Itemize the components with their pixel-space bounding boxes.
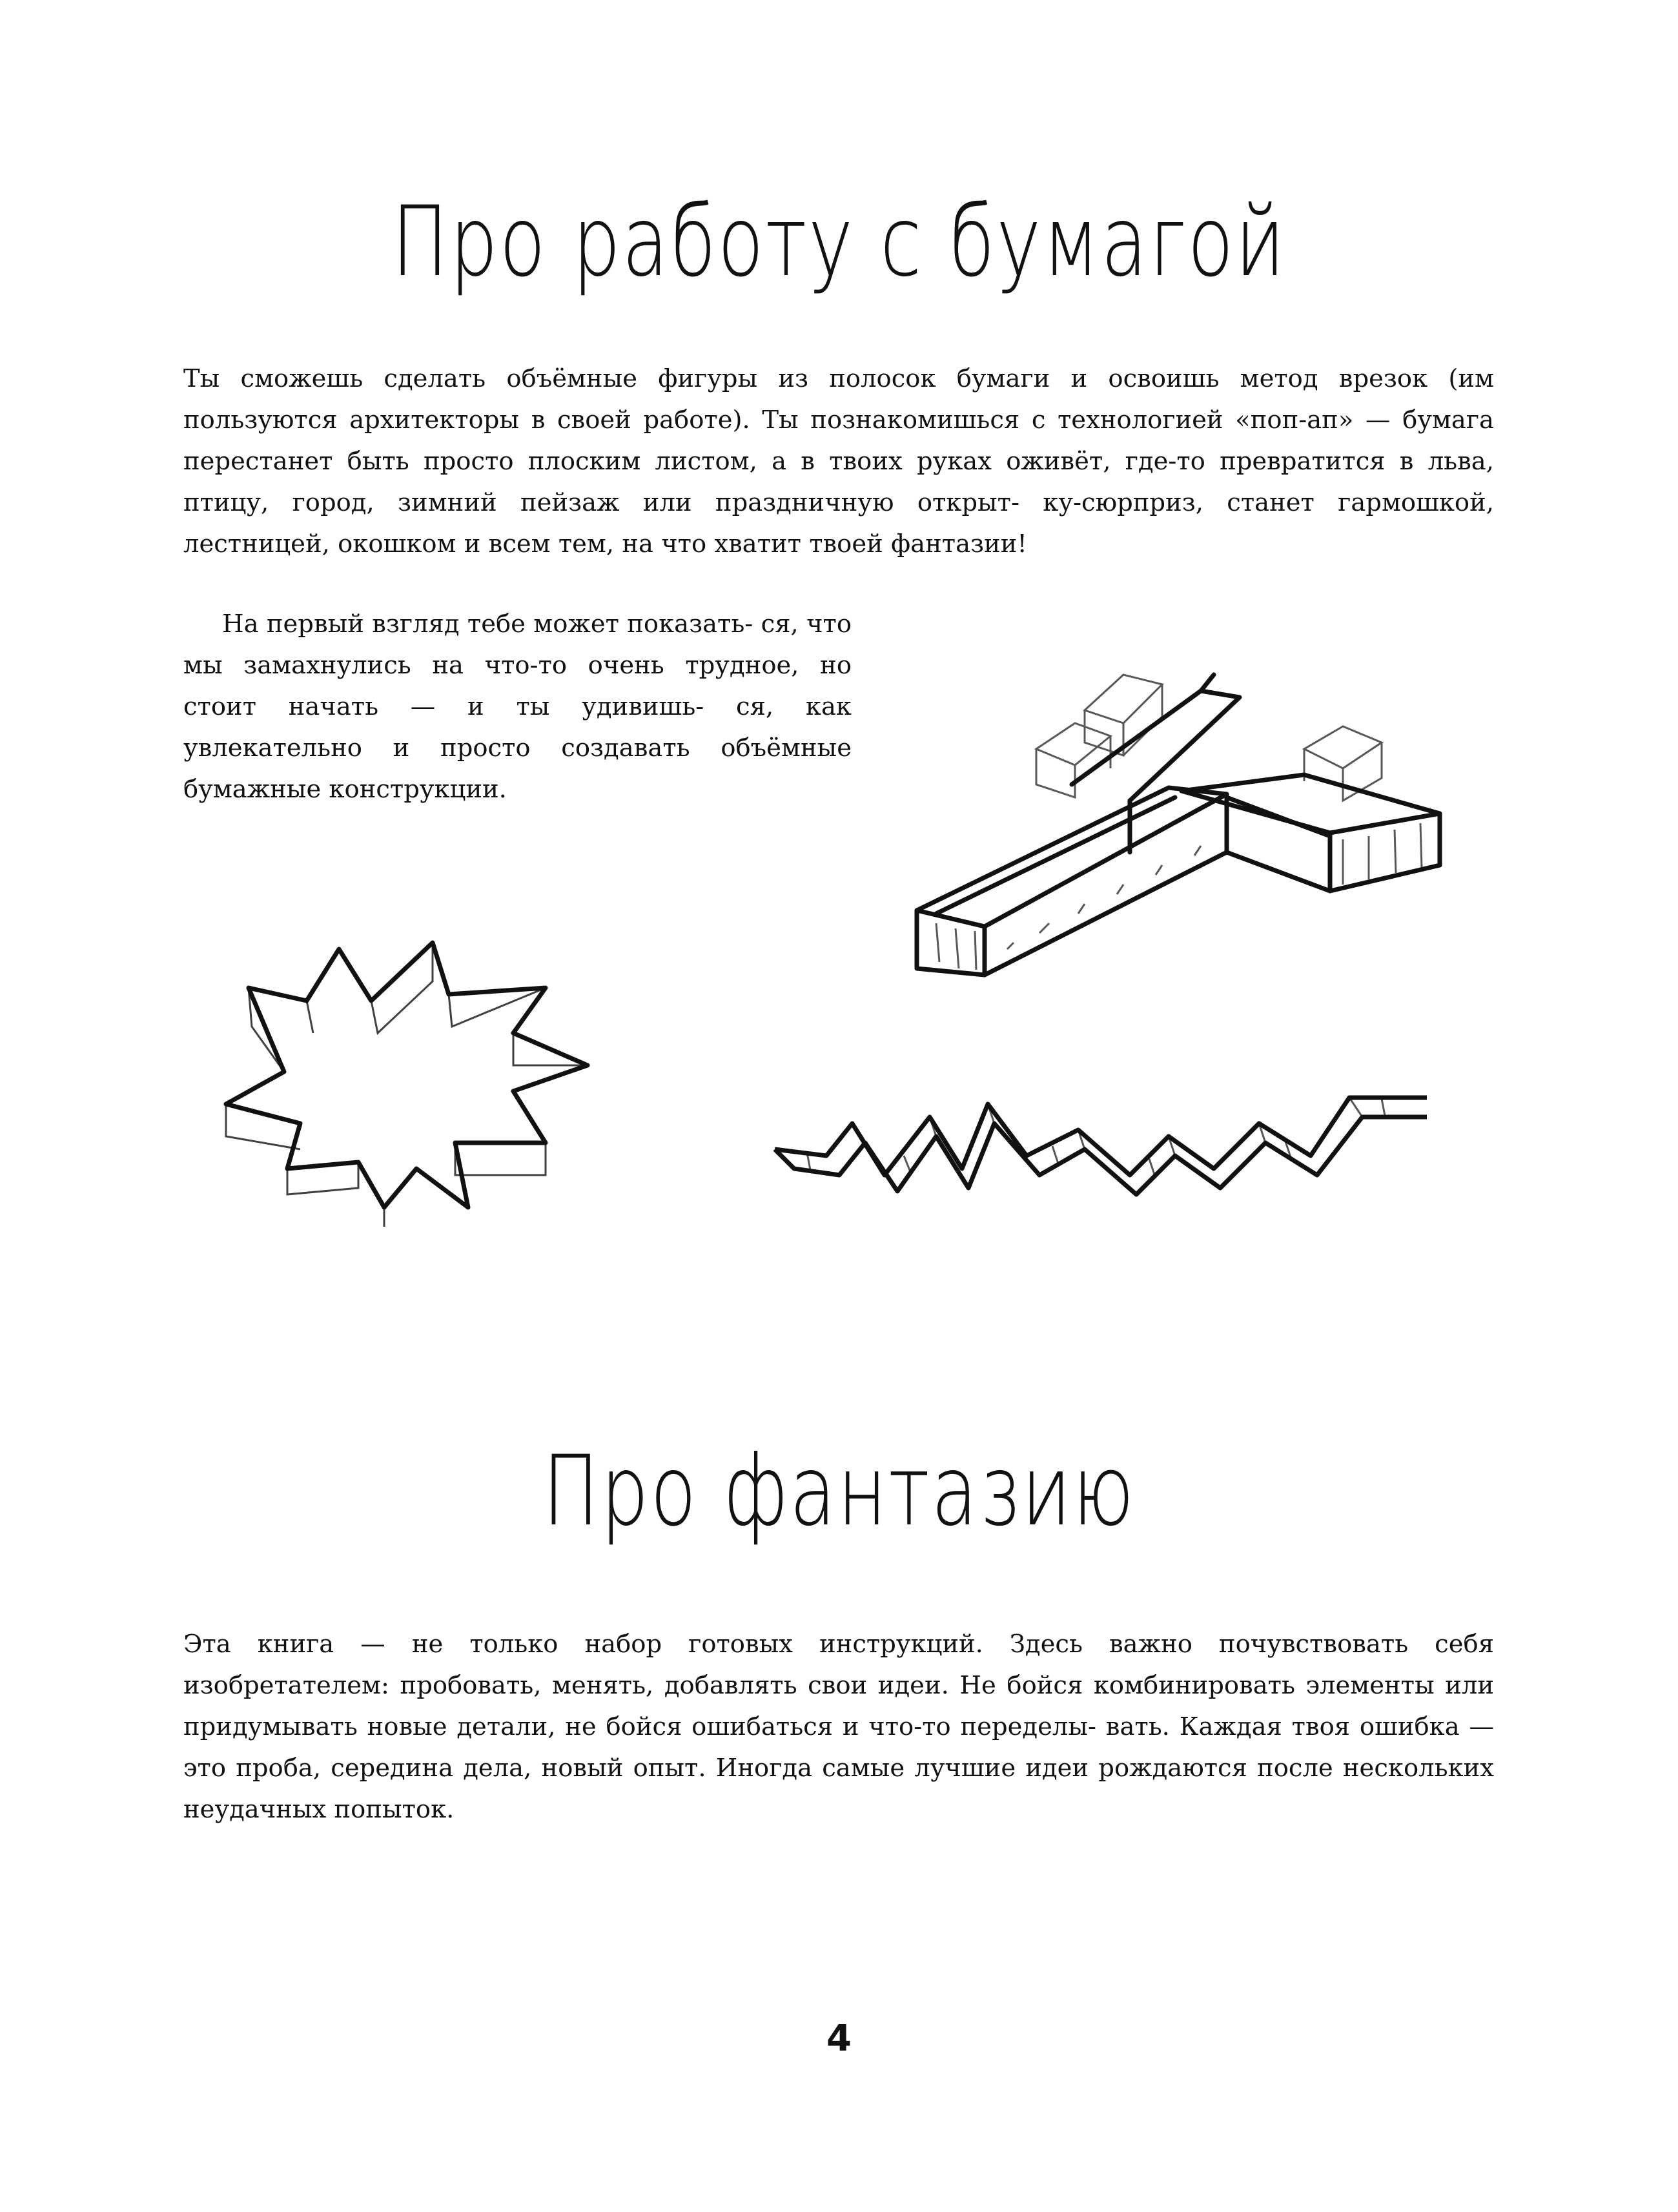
heading-fantasy: Про фантазию xyxy=(542,1435,1136,1548)
page-number: 4 xyxy=(826,2018,852,2060)
paragraph-intro: Ты сможешь сделать объёмные фигуры из полосок бумаги и освоишь метод врезок (им пользуются архитекторы в своей работе). Ты познакомишься с технологией «поп-ап» — бумага перестанет быть просто плоским листом, а в твоих руках оживёт, где-то превратится в льва, птицу, город, зимний пейзаж или праздничную открыт- ку-сюрприз, станет гармошкой, лестницей, окошком и всем тем, на что хватит твоей фантазии! xyxy=(183,364,1494,558)
paragraph-first-look: На первый взгляд тебе может показать- ся, что мы замахнулись на что-то очень трудное, но стоит начать — и ты удивишь- ся, как увлекательно и просто создавать объёмные бумажные конструкции. xyxy=(183,609,852,804)
paper-zigzag-strip-illustration xyxy=(768,1085,1440,1214)
heading-paper-work: Про работу с бумагой xyxy=(391,186,1287,298)
paper-star-strip-illustration xyxy=(210,930,629,1220)
paragraph-fantasy: Эта книга — не только набор готовых инструкций. Здесь важно почувствовать себя изобретателем: пробовать, менять, добавлять свои идеи. Не бойся комбинировать элементы или придумывать новые детали, не бойся ошибаться и что-то переделы- вать. Каждая твоя ошибка — это проба, середина дела, новый опыт. Иногда самые лучшие идеи рождаются после нескольких неудачных попыток. xyxy=(183,1630,1494,1824)
paper-cross-structure-illustration xyxy=(891,639,1472,1001)
